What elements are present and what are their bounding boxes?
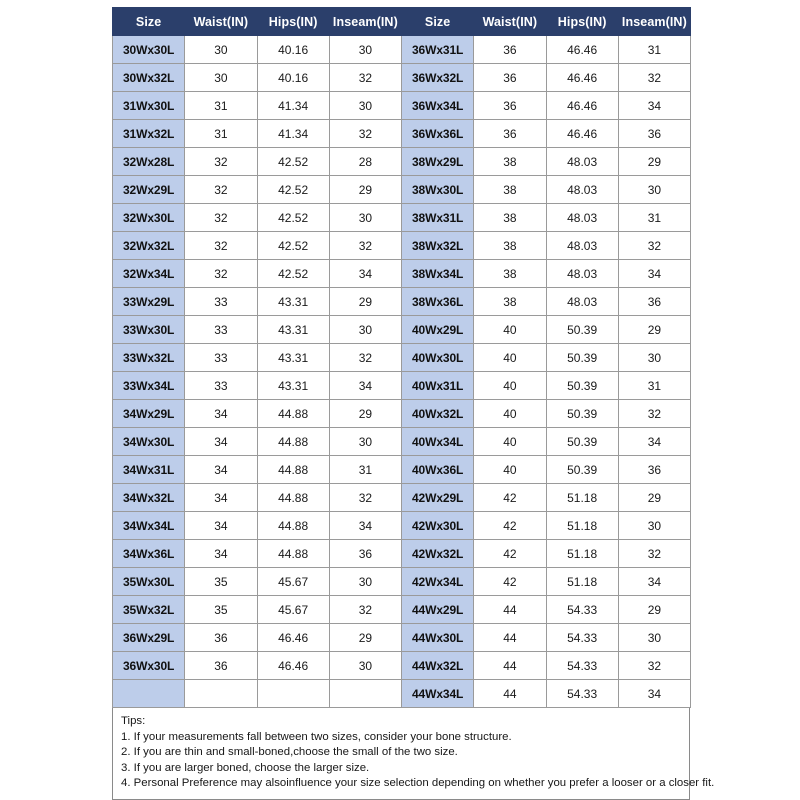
measurement-cell: 38 [474,232,546,260]
measurement-cell: 48.03 [546,204,618,232]
measurement-cell: 40 [474,456,546,484]
size-cell: 40Wx34L [402,428,474,456]
measurement-cell [185,680,257,708]
measurement-cell: 36 [474,36,546,64]
measurement-cell: 48.03 [546,288,618,316]
measurement-cell: 34 [185,428,257,456]
size-cell: 44Wx29L [402,596,474,624]
size-cell: 34Wx36L [113,540,185,568]
measurement-cell: 41.34 [257,92,329,120]
measurement-cell: 42 [474,484,546,512]
measurement-cell: 32 [185,232,257,260]
size-cell: 36Wx34L [402,92,474,120]
measurement-cell: 48.03 [546,232,618,260]
measurement-cell [257,680,329,708]
size-cell: 42Wx34L [402,568,474,596]
table-row [113,568,691,596]
measurement-cell: 29 [618,596,690,624]
column-header: Size [402,8,474,36]
measurement-cell: 29 [329,288,401,316]
measurement-cell: 34 [185,484,257,512]
measurement-cell: 51.18 [546,512,618,540]
table-row [113,120,691,148]
measurement-cell: 42.52 [257,176,329,204]
measurement-cell: 36 [618,456,690,484]
table-body [113,36,691,708]
size-cell: 31Wx30L [113,92,185,120]
measurement-cell: 40 [474,400,546,428]
measurement-cell: 30 [329,428,401,456]
measurement-cell: 30 [618,512,690,540]
measurement-cell: 34 [329,372,401,400]
measurement-cell: 51.18 [546,568,618,596]
measurement-cell: 38 [474,204,546,232]
measurement-cell: 40 [474,372,546,400]
measurement-cell: 46.46 [546,92,618,120]
size-cell: 36Wx36L [402,120,474,148]
measurement-cell: 46.46 [257,624,329,652]
table-row [113,288,691,316]
size-cell: 35Wx30L [113,568,185,596]
table-row [113,176,691,204]
measurement-cell: 34 [329,512,401,540]
size-cell: 34Wx30L [113,428,185,456]
size-cell: 42Wx30L [402,512,474,540]
measurement-cell: 42.52 [257,148,329,176]
measurement-cell: 36 [474,64,546,92]
measurement-cell: 43.31 [257,316,329,344]
size-cell: 33Wx32L [113,344,185,372]
table-row [113,316,691,344]
measurement-cell: 32 [618,652,690,680]
size-cell: 36Wx30L [113,652,185,680]
measurement-cell: 44.88 [257,456,329,484]
measurement-cell: 36 [618,120,690,148]
table-row [113,92,691,120]
measurement-cell: 30 [618,624,690,652]
size-cell: 38Wx36L [402,288,474,316]
column-header: Hips(IN) [546,8,618,36]
size-cell: 40Wx36L [402,456,474,484]
tips-title: Tips: [121,715,146,727]
measurement-cell: 44 [474,624,546,652]
measurement-cell: 34 [618,260,690,288]
measurement-cell: 29 [329,624,401,652]
table-header [113,8,691,36]
table-row [113,64,691,92]
size-cell: 32Wx28L [113,148,185,176]
tips-box [112,708,715,800]
measurement-cell: 32 [329,484,401,512]
measurement-cell: 35 [185,568,257,596]
table-row [113,428,691,456]
table-row [113,36,691,64]
measurement-cell: 42.52 [257,204,329,232]
measurement-cell: 30 [618,344,690,372]
measurement-cell: 32 [185,260,257,288]
measurement-cell: 40 [474,428,546,456]
tips-line: 2. If you are thin and small-boned,choose the small of the two size. [121,746,458,759]
size-cell: 33Wx34L [113,372,185,400]
measurement-cell: 38 [474,288,546,316]
measurement-cell: 36 [329,540,401,568]
measurement-cell: 46.46 [257,652,329,680]
measurement-cell: 50.39 [546,344,618,372]
measurement-cell: 34 [618,680,690,708]
table-row [113,680,691,708]
measurement-cell: 51.18 [546,484,618,512]
column-header: Inseam(IN) [329,8,401,36]
measurement-cell [329,680,401,708]
measurement-cell: 44 [474,596,546,624]
measurement-cell: 32 [329,596,401,624]
table-row [113,596,691,624]
size-cell: 44Wx34L [402,680,474,708]
measurement-cell: 36 [185,624,257,652]
table-row [113,232,691,260]
tips-line: 4. Personal Preference may alsoinfluence your size selection depending on whether you prefer a looser or a closer fit. [121,777,715,790]
size-cell: 38Wx30L [402,176,474,204]
header-row [113,8,691,36]
measurement-cell: 29 [329,176,401,204]
measurement-cell: 32 [185,148,257,176]
size-cell: 30Wx32L [113,64,185,92]
measurement-cell: 30 [329,568,401,596]
size-cell: 33Wx29L [113,288,185,316]
measurement-cell: 44.88 [257,540,329,568]
measurement-cell: 31 [618,204,690,232]
size-chart-table [112,7,691,708]
size-cell: 36Wx31L [402,36,474,64]
size-cell: 42Wx32L [402,540,474,568]
measurement-cell: 48.03 [546,260,618,288]
measurement-cell: 32 [618,232,690,260]
measurement-cell: 46.46 [546,36,618,64]
measurement-cell: 54.33 [546,652,618,680]
size-chart-container [112,7,715,800]
measurement-cell: 32 [618,540,690,568]
measurement-cell: 32 [329,64,401,92]
size-cell: 30Wx30L [113,36,185,64]
table-row [113,540,691,568]
column-header: Hips(IN) [257,8,329,36]
measurement-cell: 32 [185,176,257,204]
measurement-cell: 38 [474,260,546,288]
measurement-cell: 32 [185,204,257,232]
column-header: Inseam(IN) [618,8,690,36]
measurement-cell: 43.31 [257,344,329,372]
table-row [113,456,691,484]
table-row [113,372,691,400]
measurement-cell: 45.67 [257,596,329,624]
measurement-cell: 34 [329,260,401,288]
size-cell: 32Wx29L [113,176,185,204]
table-row [113,512,691,540]
measurement-cell: 54.33 [546,596,618,624]
measurement-cell: 40 [474,344,546,372]
measurement-cell: 32 [329,232,401,260]
table-row [113,204,691,232]
table-row [113,148,691,176]
measurement-cell: 50.39 [546,372,618,400]
measurement-cell: 54.33 [546,680,618,708]
size-cell: 38Wx29L [402,148,474,176]
measurement-cell: 44.88 [257,400,329,428]
measurement-cell: 38 [474,176,546,204]
measurement-cell: 44 [474,652,546,680]
column-header: Size [113,8,185,36]
measurement-cell: 43.31 [257,288,329,316]
measurement-cell: 34 [618,568,690,596]
measurement-cell: 46.46 [546,120,618,148]
size-cell: 38Wx31L [402,204,474,232]
measurement-cell: 30 [329,36,401,64]
measurement-cell: 30 [185,64,257,92]
measurement-cell: 29 [329,400,401,428]
measurement-cell: 48.03 [546,148,618,176]
size-cell: 34Wx31L [113,456,185,484]
table-row [113,344,691,372]
measurement-cell: 44.88 [257,512,329,540]
measurement-cell: 30 [185,36,257,64]
measurement-cell: 54.33 [546,624,618,652]
measurement-cell: 44.88 [257,428,329,456]
column-header: Waist(IN) [185,8,257,36]
measurement-cell: 50.39 [546,316,618,344]
measurement-cell: 36 [618,288,690,316]
measurement-cell: 32 [329,344,401,372]
measurement-cell: 42 [474,540,546,568]
measurement-cell: 31 [618,372,690,400]
measurement-cell: 31 [329,456,401,484]
measurement-cell: 33 [185,288,257,316]
measurement-cell: 33 [185,316,257,344]
size-cell: 32Wx34L [113,260,185,288]
measurement-cell: 41.34 [257,120,329,148]
measurement-cell: 34 [185,456,257,484]
size-cell: 34Wx34L [113,512,185,540]
measurement-cell: 46.46 [546,64,618,92]
size-cell: 40Wx32L [402,400,474,428]
measurement-cell: 34 [618,428,690,456]
measurement-cell: 50.39 [546,456,618,484]
measurement-cell: 42.52 [257,232,329,260]
measurement-cell: 32 [329,120,401,148]
size-cell: 34Wx32L [113,484,185,512]
measurement-cell: 32 [618,400,690,428]
measurement-cell: 42 [474,568,546,596]
size-cell: 33Wx30L [113,316,185,344]
measurement-cell: 33 [185,344,257,372]
size-cell: 36Wx32L [402,64,474,92]
size-cell: 38Wx32L [402,232,474,260]
measurement-cell: 45.67 [257,568,329,596]
measurement-cell: 32 [618,64,690,92]
size-cell: 35Wx32L [113,596,185,624]
measurement-cell: 44 [474,680,546,708]
size-cell: 34Wx29L [113,400,185,428]
measurement-cell: 36 [474,120,546,148]
measurement-cell: 48.03 [546,176,618,204]
measurement-cell: 50.39 [546,400,618,428]
measurement-cell: 42.52 [257,260,329,288]
measurement-cell: 34 [185,540,257,568]
measurement-cell: 50.39 [546,428,618,456]
measurement-cell: 44.88 [257,484,329,512]
measurement-cell: 36 [185,652,257,680]
measurement-cell: 30 [329,652,401,680]
measurement-cell: 33 [185,372,257,400]
measurement-cell: 31 [618,36,690,64]
measurement-cell: 38 [474,148,546,176]
size-cell: 44Wx30L [402,624,474,652]
column-header: Waist(IN) [474,8,546,36]
measurement-cell: 29 [618,316,690,344]
size-cell: 32Wx32L [113,232,185,260]
table-row [113,652,691,680]
table-row [113,484,691,512]
measurement-cell: 43.31 [257,372,329,400]
tips-line: 3. If you are larger boned, choose the larger size. [121,761,370,774]
size-cell: 38Wx34L [402,260,474,288]
measurement-cell: 51.18 [546,540,618,568]
measurement-cell: 30 [329,316,401,344]
size-cell: 44Wx32L [402,652,474,680]
measurement-cell: 36 [474,92,546,120]
measurement-cell: 28 [329,148,401,176]
size-cell: 32Wx30L [113,204,185,232]
size-cell: 40Wx29L [402,316,474,344]
measurement-cell: 42 [474,512,546,540]
size-cell: 42Wx29L [402,484,474,512]
measurement-cell: 40 [474,316,546,344]
size-cell: 31Wx32L [113,120,185,148]
measurement-cell: 31 [185,120,257,148]
measurement-cell: 31 [185,92,257,120]
measurement-cell: 30 [618,176,690,204]
measurement-cell: 34 [185,512,257,540]
size-cell [113,680,185,708]
table-row [113,400,691,428]
measurement-cell: 40.16 [257,64,329,92]
measurement-cell: 40.16 [257,36,329,64]
size-cell: 40Wx30L [402,344,474,372]
measurement-cell: 29 [618,148,690,176]
size-cell: 36Wx29L [113,624,185,652]
measurement-cell: 29 [618,484,690,512]
tips-line: 1. If your measurements fall between two sizes, consider your bone structure. [121,730,512,743]
measurement-cell: 35 [185,596,257,624]
table-row [113,624,691,652]
table-row [113,260,691,288]
measurement-cell: 34 [185,400,257,428]
measurement-cell: 30 [329,204,401,232]
measurement-cell: 30 [329,92,401,120]
measurement-cell: 34 [618,92,690,120]
size-cell: 40Wx31L [402,372,474,400]
